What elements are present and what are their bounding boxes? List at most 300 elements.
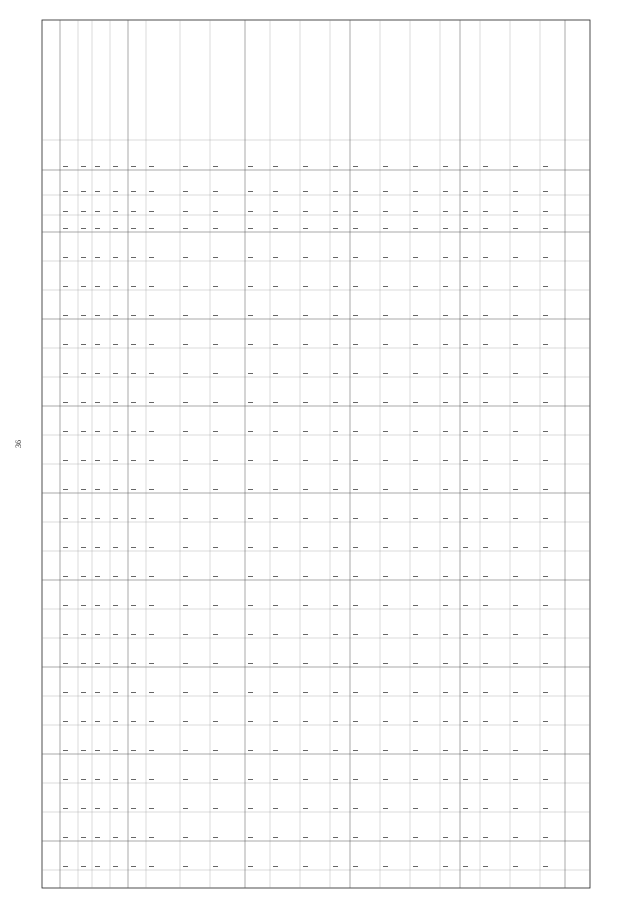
cell-mark [353, 344, 358, 345]
cell-mark [248, 191, 253, 192]
cell-mark [483, 211, 488, 212]
cell-mark [383, 808, 388, 809]
cell-mark [95, 191, 100, 192]
cell-mark [183, 808, 188, 809]
cell-mark [353, 663, 358, 664]
cell-mark [63, 489, 68, 490]
cell-mark [183, 663, 188, 664]
cell-mark [248, 257, 253, 258]
page-number: 36 [14, 440, 23, 448]
cell-mark [303, 866, 308, 867]
cell-mark [81, 634, 86, 635]
cell-mark [273, 634, 278, 635]
cell-mark [353, 866, 358, 867]
cell-mark [273, 663, 278, 664]
cell-mark [463, 576, 468, 577]
cell-mark [213, 373, 218, 374]
cell-mark [95, 518, 100, 519]
cell-mark [463, 344, 468, 345]
cell-mark [333, 750, 338, 751]
cell-mark [248, 402, 253, 403]
cell-mark [95, 211, 100, 212]
cell-mark [81, 576, 86, 577]
cell-mark [131, 692, 136, 693]
cell-mark [248, 166, 253, 167]
cell-mark [273, 315, 278, 316]
cell-mark [131, 373, 136, 374]
cell-mark [149, 692, 154, 693]
cell-mark [183, 576, 188, 577]
cell-mark [413, 808, 418, 809]
cell-mark [113, 663, 118, 664]
cell-mark [149, 808, 154, 809]
cell-mark [443, 373, 448, 374]
cell-mark [303, 286, 308, 287]
cell-mark [333, 721, 338, 722]
cell-mark [383, 257, 388, 258]
cell-mark [333, 866, 338, 867]
cell-mark [353, 547, 358, 548]
cell-mark [213, 460, 218, 461]
cell-mark [383, 692, 388, 693]
cell-mark [483, 750, 488, 751]
cell-mark [443, 837, 448, 838]
cell-mark [463, 257, 468, 258]
cell-mark [149, 866, 154, 867]
cell-mark [463, 837, 468, 838]
cell-mark [483, 547, 488, 548]
cell-mark [149, 721, 154, 722]
cell-mark [383, 721, 388, 722]
cell-mark [463, 315, 468, 316]
cell-mark [443, 779, 448, 780]
cell-mark [303, 605, 308, 606]
cell-mark [248, 663, 253, 664]
cell-mark [131, 721, 136, 722]
cell-mark [413, 750, 418, 751]
cell-mark [443, 191, 448, 192]
cell-mark [149, 460, 154, 461]
cell-mark [303, 191, 308, 192]
cell-mark [303, 750, 308, 751]
cell-mark [63, 518, 68, 519]
cell-mark [95, 228, 100, 229]
cell-mark [353, 431, 358, 432]
cell-mark [131, 837, 136, 838]
cell-mark [333, 779, 338, 780]
cell-mark [273, 228, 278, 229]
cell-mark [81, 605, 86, 606]
cell-mark [513, 779, 518, 780]
cell-mark [543, 431, 548, 432]
cell-mark [213, 489, 218, 490]
cell-mark [95, 166, 100, 167]
cell-mark [333, 373, 338, 374]
cell-mark [513, 663, 518, 664]
cell-mark [353, 373, 358, 374]
cell-mark [183, 547, 188, 548]
cell-mark [213, 286, 218, 287]
cell-mark [149, 402, 154, 403]
cell-mark [95, 750, 100, 751]
cell-mark [81, 866, 86, 867]
cell-mark [333, 315, 338, 316]
cell-mark [81, 721, 86, 722]
cell-mark [81, 489, 86, 490]
cell-mark [443, 576, 448, 577]
cell-mark [248, 315, 253, 316]
cell-mark [483, 605, 488, 606]
cell-mark [463, 489, 468, 490]
cell-mark [95, 547, 100, 548]
cell-mark [443, 431, 448, 432]
cell-mark [273, 750, 278, 751]
cell-mark [483, 518, 488, 519]
cell-mark [63, 808, 68, 809]
cell-mark [333, 518, 338, 519]
cell-mark [113, 344, 118, 345]
cell-mark [248, 634, 253, 635]
cell-mark [413, 257, 418, 258]
cell-mark [303, 576, 308, 577]
cell-mark [81, 750, 86, 751]
cell-mark [213, 837, 218, 838]
cell-mark [303, 257, 308, 258]
cell-mark [483, 489, 488, 490]
cell-mark [248, 228, 253, 229]
cell-mark [353, 489, 358, 490]
cell-mark [95, 286, 100, 287]
cell-mark [513, 605, 518, 606]
cell-mark [443, 228, 448, 229]
cell-mark [513, 634, 518, 635]
cell-mark [149, 228, 154, 229]
cell-mark [131, 576, 136, 577]
cell-mark [383, 837, 388, 838]
cell-mark [113, 605, 118, 606]
table-cell-text [63, 166, 548, 867]
cell-mark [213, 228, 218, 229]
cell-mark [483, 228, 488, 229]
cell-mark [149, 373, 154, 374]
cell-mark [413, 489, 418, 490]
cell-mark [483, 808, 488, 809]
cell-mark [183, 605, 188, 606]
cell-mark [81, 402, 86, 403]
cell-mark [413, 663, 418, 664]
cell-mark [213, 779, 218, 780]
cell-mark [113, 837, 118, 838]
cell-mark [131, 605, 136, 606]
cell-mark [413, 692, 418, 693]
cell-mark [213, 663, 218, 664]
cell-mark [273, 191, 278, 192]
cell-mark [113, 228, 118, 229]
cell-mark [63, 663, 68, 664]
cell-mark [63, 228, 68, 229]
cell-mark [463, 460, 468, 461]
cell-mark [303, 431, 308, 432]
cell-mark [413, 518, 418, 519]
cell-mark [513, 547, 518, 548]
cell-mark [113, 166, 118, 167]
cell-mark [413, 721, 418, 722]
cell-mark [213, 191, 218, 192]
cell-mark [213, 605, 218, 606]
cell-mark [273, 373, 278, 374]
cell-mark [273, 518, 278, 519]
cell-mark [333, 286, 338, 287]
cell-mark [483, 866, 488, 867]
cell-mark [383, 750, 388, 751]
cell-mark [81, 344, 86, 345]
cell-mark [353, 576, 358, 577]
cell-mark [113, 866, 118, 867]
cell-mark [483, 166, 488, 167]
cell-mark [131, 286, 136, 287]
cell-mark [443, 257, 448, 258]
cell-mark [333, 431, 338, 432]
cell-mark [353, 257, 358, 258]
cell-mark [463, 634, 468, 635]
cell-mark [95, 692, 100, 693]
cell-mark [183, 634, 188, 635]
cell-mark [131, 344, 136, 345]
cell-mark [443, 518, 448, 519]
cell-mark [81, 373, 86, 374]
cell-mark [333, 547, 338, 548]
cell-mark [149, 489, 154, 490]
cell-mark [95, 866, 100, 867]
cell-mark [443, 315, 448, 316]
cell-mark [383, 211, 388, 212]
cell-mark [113, 489, 118, 490]
cell-mark [413, 460, 418, 461]
cell-mark [333, 257, 338, 258]
cell-mark [149, 663, 154, 664]
cell-mark [333, 460, 338, 461]
cell-mark [95, 431, 100, 432]
cell-mark [113, 460, 118, 461]
cell-mark [213, 211, 218, 212]
cell-mark [131, 489, 136, 490]
cell-mark [248, 211, 253, 212]
cell-mark [353, 460, 358, 461]
cell-mark [213, 431, 218, 432]
cell-mark [353, 191, 358, 192]
cell-mark [213, 634, 218, 635]
cell-mark [443, 489, 448, 490]
cell-mark [183, 257, 188, 258]
cell-mark [95, 808, 100, 809]
cell-mark [333, 191, 338, 192]
cell-mark [513, 402, 518, 403]
cell-mark [131, 808, 136, 809]
cell-mark [443, 402, 448, 403]
cell-mark [383, 605, 388, 606]
cell-mark [413, 547, 418, 548]
cell-mark [303, 211, 308, 212]
cell-mark [95, 663, 100, 664]
cell-mark [383, 402, 388, 403]
cell-mark [63, 634, 68, 635]
cell-mark [113, 518, 118, 519]
cell-mark [353, 605, 358, 606]
cell-mark [513, 837, 518, 838]
cell-mark [63, 191, 68, 192]
cell-mark [483, 257, 488, 258]
cell-mark [81, 257, 86, 258]
cell-mark [543, 344, 548, 345]
cell-mark [113, 373, 118, 374]
cell-mark [113, 634, 118, 635]
cell-mark [513, 692, 518, 693]
cell-mark [273, 166, 278, 167]
cell-mark [113, 779, 118, 780]
cell-mark [95, 605, 100, 606]
cell-mark [483, 191, 488, 192]
cell-mark [95, 257, 100, 258]
cell-mark [63, 750, 68, 751]
cell-mark [273, 721, 278, 722]
cell-mark [543, 808, 548, 809]
cell-mark [543, 605, 548, 606]
cell-mark [483, 663, 488, 664]
cell-mark [413, 228, 418, 229]
cell-mark [413, 211, 418, 212]
cell-mark [543, 866, 548, 867]
cell-mark [443, 286, 448, 287]
cell-mark [113, 750, 118, 751]
cell-mark [543, 837, 548, 838]
cell-mark [183, 518, 188, 519]
cell-mark [383, 866, 388, 867]
cell-mark [543, 750, 548, 751]
cell-mark [483, 779, 488, 780]
cell-mark [383, 315, 388, 316]
cell-mark [149, 547, 154, 548]
cell-mark [353, 402, 358, 403]
cell-mark [273, 344, 278, 345]
cell-mark [63, 257, 68, 258]
cell-mark [513, 808, 518, 809]
cell-mark [248, 344, 253, 345]
cell-mark [131, 431, 136, 432]
cell-mark [81, 166, 86, 167]
cell-mark [183, 191, 188, 192]
cell-mark [413, 634, 418, 635]
cell-mark [463, 692, 468, 693]
cell-mark [149, 634, 154, 635]
cell-mark [303, 315, 308, 316]
cell-mark [543, 211, 548, 212]
cell-mark [543, 692, 548, 693]
cell-mark [213, 257, 218, 258]
cell-mark [183, 286, 188, 287]
cell-mark [183, 344, 188, 345]
cell-mark [131, 257, 136, 258]
cell-mark [463, 402, 468, 403]
cell-mark [333, 605, 338, 606]
cell-mark [303, 518, 308, 519]
cell-mark [63, 460, 68, 461]
cell-mark [353, 779, 358, 780]
cell-mark [63, 373, 68, 374]
cell-mark [81, 460, 86, 461]
cell-mark [353, 166, 358, 167]
cell-mark [333, 837, 338, 838]
cell-mark [513, 373, 518, 374]
cell-mark [353, 518, 358, 519]
cell-mark [303, 663, 308, 664]
cell-mark [131, 228, 136, 229]
cell-mark [383, 373, 388, 374]
cell-mark [213, 750, 218, 751]
cell-mark [543, 547, 548, 548]
cell-mark [383, 286, 388, 287]
cell-mark [248, 547, 253, 548]
cell-mark [63, 344, 68, 345]
cell-mark [353, 315, 358, 316]
cell-mark [303, 547, 308, 548]
cell-mark [63, 286, 68, 287]
cell-mark [333, 211, 338, 212]
cell-mark [413, 837, 418, 838]
cell-mark [303, 634, 308, 635]
cell-mark [413, 286, 418, 287]
cell-mark [213, 315, 218, 316]
cell-mark [463, 750, 468, 751]
cell-mark [333, 489, 338, 490]
cell-mark [353, 211, 358, 212]
cell-mark [273, 547, 278, 548]
cell-mark [413, 373, 418, 374]
cell-mark [543, 518, 548, 519]
cell-mark [333, 576, 338, 577]
cell-mark [443, 634, 448, 635]
cell-mark [303, 402, 308, 403]
cell-mark [383, 166, 388, 167]
cell-mark [513, 518, 518, 519]
cell-mark [383, 431, 388, 432]
cell-mark [383, 191, 388, 192]
cell-mark [63, 315, 68, 316]
cell-mark [443, 605, 448, 606]
cell-mark [333, 228, 338, 229]
cell-mark [63, 211, 68, 212]
cell-mark [131, 866, 136, 867]
cell-mark [113, 257, 118, 258]
cell-mark [213, 721, 218, 722]
cell-mark [383, 576, 388, 577]
cell-mark [63, 866, 68, 867]
cell-mark [113, 191, 118, 192]
cell-mark [483, 460, 488, 461]
cell-mark [248, 837, 253, 838]
cell-mark [513, 211, 518, 212]
cell-mark [333, 402, 338, 403]
cell-mark [303, 228, 308, 229]
cell-mark [333, 808, 338, 809]
cell-mark [513, 721, 518, 722]
cell-mark [248, 460, 253, 461]
cell-mark [463, 808, 468, 809]
cell-mark [149, 518, 154, 519]
cell-mark [543, 166, 548, 167]
cell-mark [63, 166, 68, 167]
cell-mark [273, 257, 278, 258]
cell-mark [63, 779, 68, 780]
